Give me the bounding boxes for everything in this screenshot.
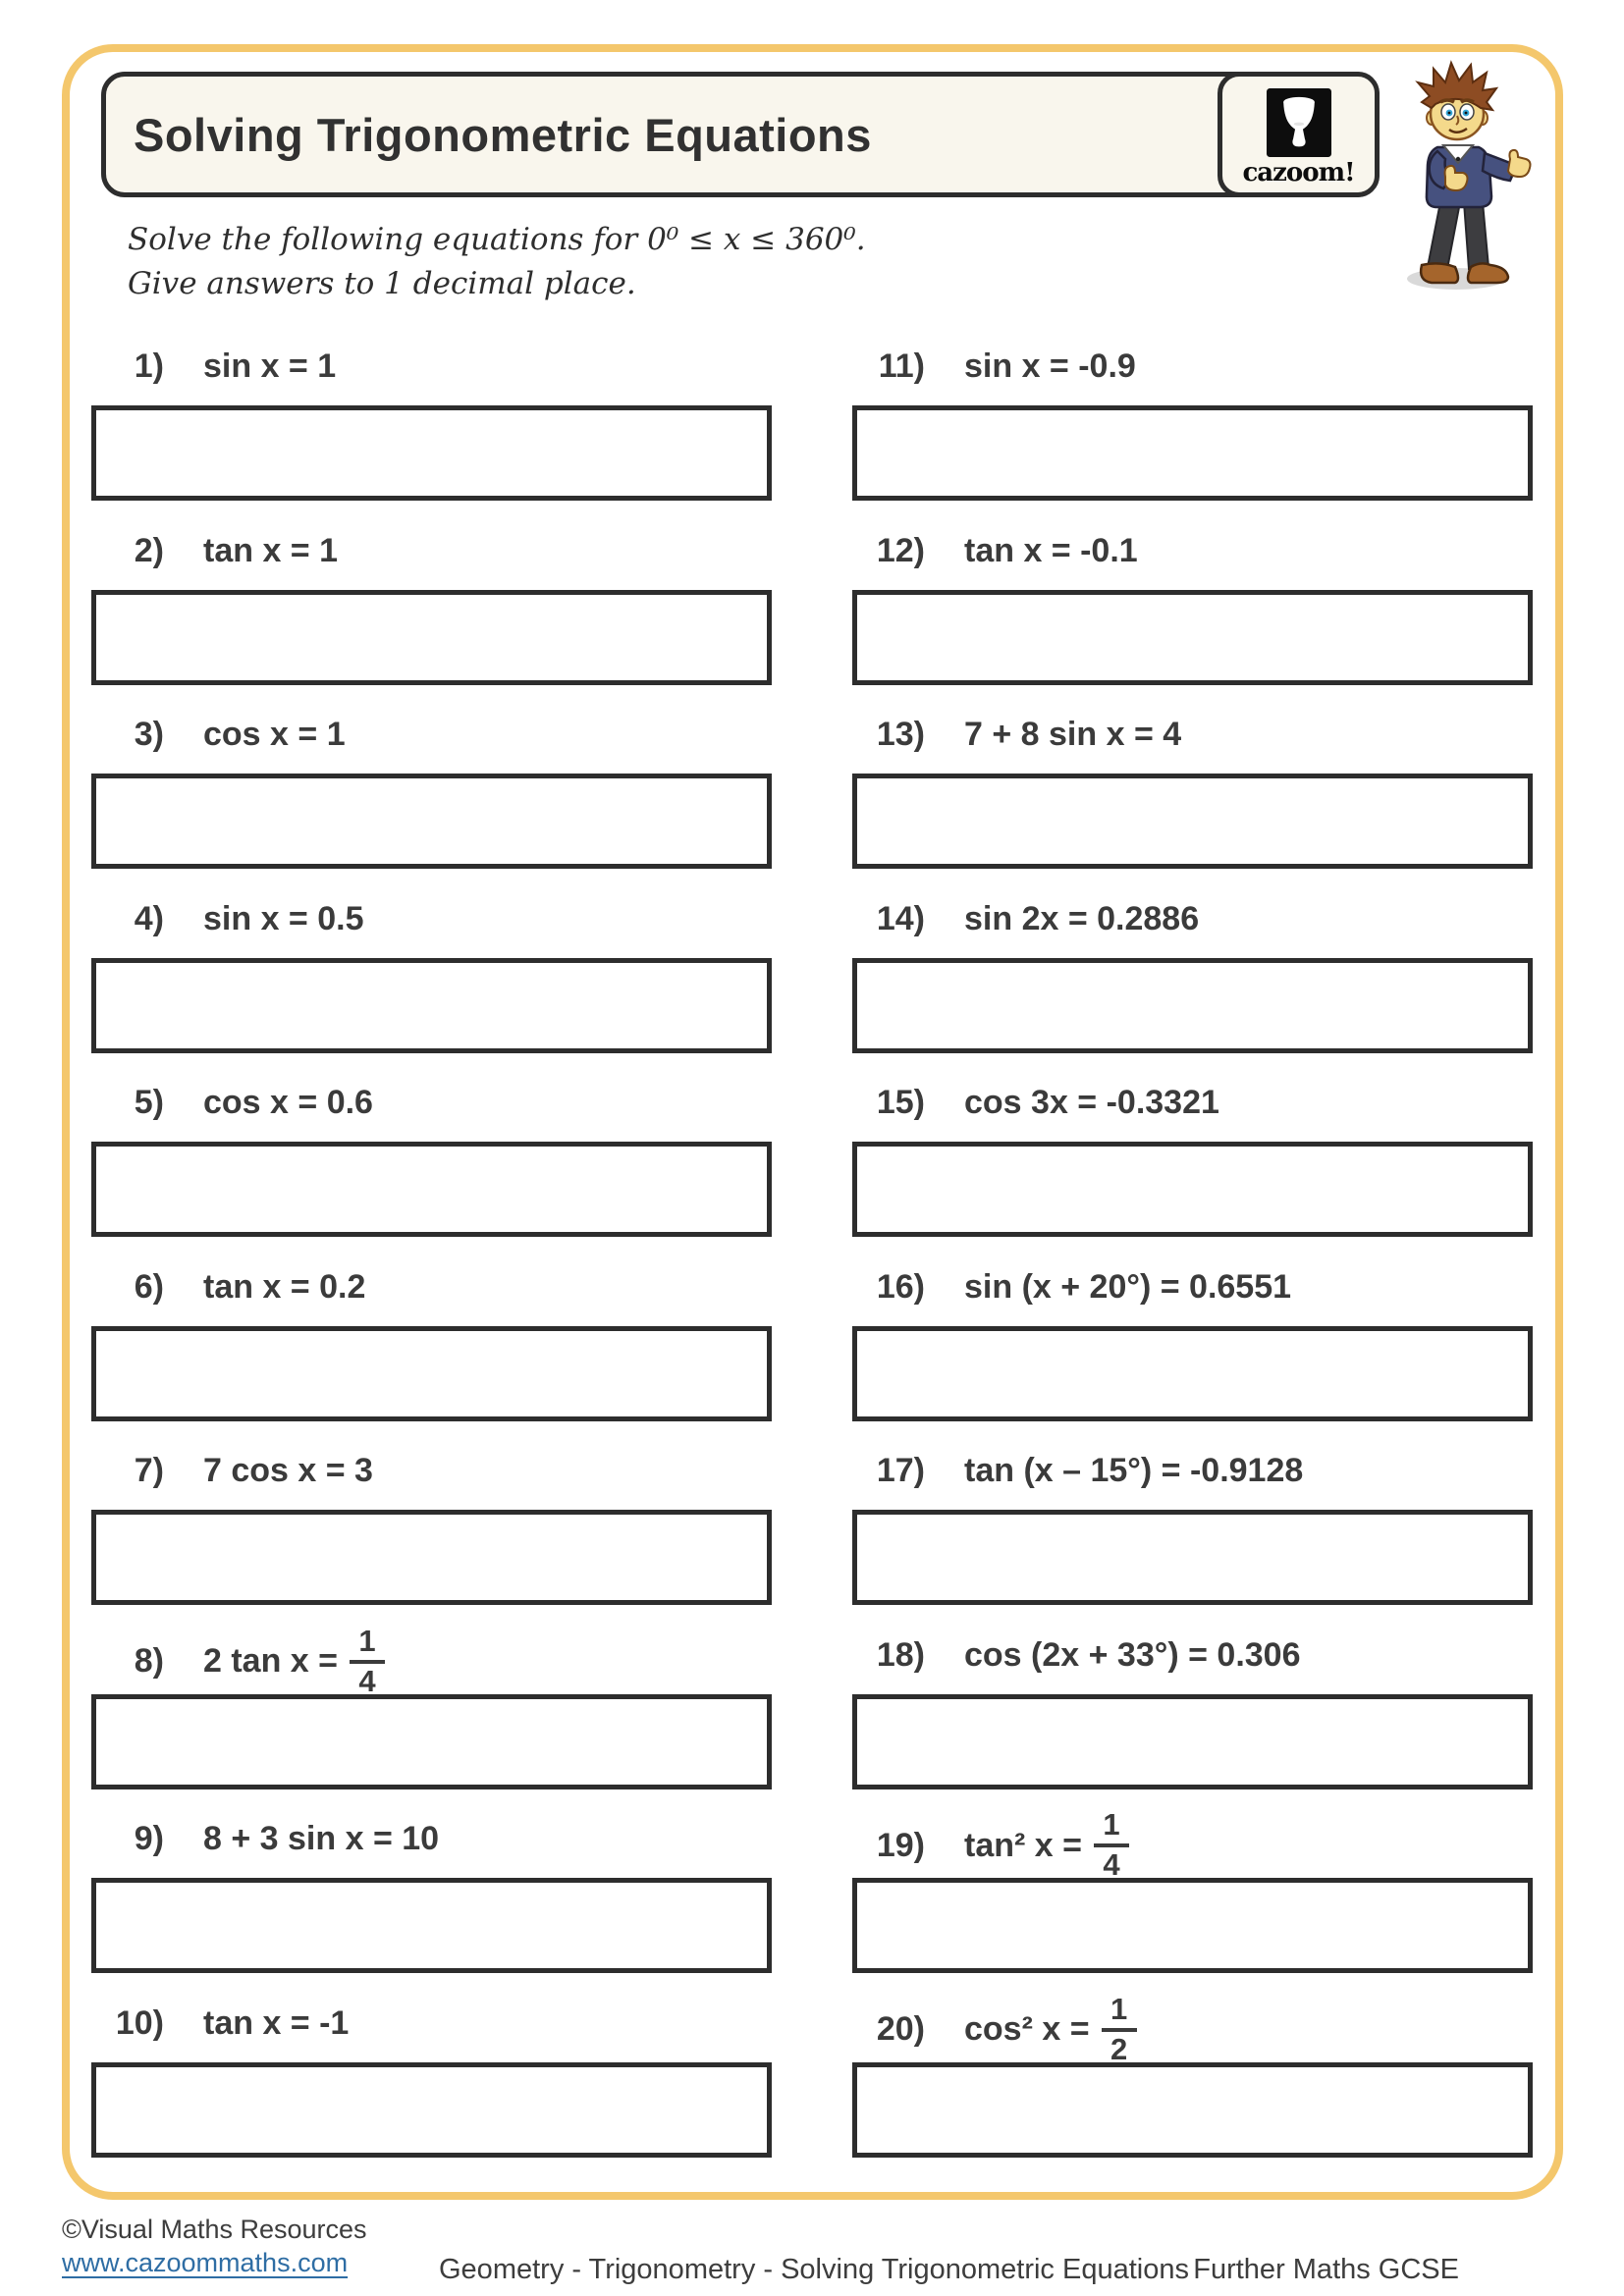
answer-box bbox=[91, 774, 772, 869]
answer-box bbox=[852, 1142, 1533, 1237]
question-equation bbox=[203, 716, 346, 754]
question-equation bbox=[964, 1636, 1301, 1675]
question-equation bbox=[203, 1623, 385, 1698]
footer-course-level: Further Maths GCSE bbox=[1193, 2254, 1459, 2285]
question-label bbox=[852, 870, 1533, 958]
question-number: 12) bbox=[876, 531, 925, 569]
question-number: 14) bbox=[876, 899, 925, 937]
question-block bbox=[852, 870, 1533, 1054]
question-equation bbox=[964, 1268, 1291, 1307]
question-block bbox=[91, 502, 772, 686]
fraction bbox=[1102, 1991, 1137, 2066]
question-number: 4) bbox=[134, 899, 164, 937]
question-equation-text: sin (x + 20°) = 0.6551 bbox=[964, 1267, 1292, 1306]
question-equation bbox=[203, 1084, 373, 1122]
question-label bbox=[91, 1789, 772, 1878]
question-equation-text: cos x = 0.6 bbox=[203, 1084, 373, 1121]
answer-box bbox=[852, 1510, 1533, 1605]
question-number: 10) bbox=[115, 2003, 164, 2042]
question-label bbox=[852, 1606, 1533, 1694]
question-label bbox=[852, 1053, 1533, 1142]
fraction-numerator: 1 bbox=[1110, 1991, 1128, 2026]
question-equation bbox=[964, 1809, 1129, 1881]
question-number: 7) bbox=[134, 1452, 164, 1489]
question-number: 18) bbox=[876, 1635, 925, 1674]
question-number: 17) bbox=[876, 1452, 925, 1489]
fraction-bar bbox=[350, 1660, 385, 1664]
question-equation-text: cos x = 1 bbox=[203, 716, 346, 753]
question-equation-text: tan (x – 15°) = -0.9128 bbox=[964, 1452, 1304, 1489]
question-equation bbox=[964, 532, 1138, 570]
question-block bbox=[91, 1053, 772, 1238]
question-equation-text: 2 tan x = bbox=[203, 1642, 339, 1680]
question-label bbox=[91, 1421, 772, 1510]
title-banner bbox=[101, 72, 1380, 197]
instructions-line-2: Give answers to 1 decimal place. bbox=[128, 265, 636, 301]
question-block bbox=[91, 317, 772, 502]
question-label bbox=[91, 870, 772, 958]
question-block bbox=[852, 1421, 1533, 1606]
question-label bbox=[91, 317, 772, 405]
footer-copyright: ©Visual Maths Resources bbox=[62, 2215, 367, 2244]
fraction-numerator: 1 bbox=[1103, 1807, 1120, 1842]
instructions bbox=[128, 218, 866, 306]
question-label bbox=[852, 1421, 1533, 1510]
question-label bbox=[91, 502, 772, 590]
question-equation bbox=[964, 347, 1136, 386]
question-label bbox=[91, 1974, 772, 2062]
question-label bbox=[852, 1789, 1533, 1882]
question-number: 19) bbox=[876, 1826, 925, 1864]
question-equation bbox=[203, 1452, 373, 1490]
question-equation-text: tan x = 0.2 bbox=[203, 1267, 366, 1306]
question-number: 20) bbox=[876, 2010, 925, 2048]
cazoom-logo-box bbox=[1218, 72, 1380, 197]
question-equation-text: tan² x = bbox=[964, 1826, 1082, 1864]
answer-box bbox=[91, 1694, 772, 1789]
question-number: 11) bbox=[878, 347, 925, 385]
question-equation-text: sin 2x = 0.2886 bbox=[964, 899, 1200, 937]
question-equation-text: 7 + 8 sin x = 4 bbox=[964, 716, 1182, 753]
question-block bbox=[91, 870, 772, 1054]
question-block bbox=[852, 502, 1533, 686]
question-label bbox=[852, 1974, 1533, 2066]
answer-box bbox=[852, 405, 1533, 501]
answer-box bbox=[91, 1142, 772, 1237]
question-block bbox=[91, 1974, 772, 2159]
question-equation-text: 8 + 3 sin x = 10 bbox=[203, 1820, 440, 1857]
question-label bbox=[91, 1238, 772, 1326]
fraction-numerator: 1 bbox=[358, 1623, 376, 1658]
question-number: 2) bbox=[134, 531, 164, 569]
question-equation-text: sin x = -0.9 bbox=[964, 347, 1136, 385]
question-equation bbox=[964, 1991, 1137, 2066]
question-equation bbox=[203, 2004, 349, 2043]
question-block bbox=[91, 1606, 772, 1790]
fraction bbox=[1094, 1809, 1129, 1881]
question-equation-text: tan x = 1 bbox=[203, 531, 339, 569]
question-number: 1) bbox=[134, 347, 164, 385]
question-label bbox=[852, 502, 1533, 590]
question-equation-text: sin x = 0.5 bbox=[203, 899, 364, 937]
page-title: Solving Trigonometric Equations bbox=[134, 108, 872, 161]
questions-column-right bbox=[852, 317, 1533, 2158]
question-number: 3) bbox=[134, 716, 164, 753]
question-equation bbox=[964, 1452, 1303, 1490]
instructions-line-1: Solve the following equations for 0⁰ ≤ x ≤ 360⁰. bbox=[128, 222, 866, 257]
question-block bbox=[852, 1053, 1533, 1238]
question-equation-text: tan x = -0.1 bbox=[964, 531, 1138, 569]
answer-box bbox=[91, 1510, 772, 1605]
question-block bbox=[852, 1238, 1533, 1422]
question-label bbox=[91, 685, 772, 774]
fraction-denominator: 4 bbox=[1103, 1847, 1120, 1882]
question-number: 8) bbox=[134, 1642, 164, 1680]
question-equation bbox=[964, 716, 1181, 754]
question-number: 13) bbox=[876, 716, 925, 753]
question-block bbox=[91, 1789, 772, 1974]
question-number: 5) bbox=[134, 1084, 164, 1121]
question-label bbox=[852, 685, 1533, 774]
question-block bbox=[852, 1789, 1533, 1974]
cazoom-goblet-icon bbox=[1267, 88, 1331, 157]
answer-box bbox=[91, 1878, 772, 1973]
question-number: 9) bbox=[134, 1820, 164, 1857]
question-number: 6) bbox=[134, 1267, 164, 1306]
question-label bbox=[91, 1053, 772, 1142]
question-equation bbox=[203, 1268, 365, 1307]
question-equation bbox=[964, 1084, 1219, 1122]
question-block bbox=[91, 1238, 772, 1422]
answer-box bbox=[852, 1878, 1533, 1973]
answer-box bbox=[852, 1326, 1533, 1421]
question-equation bbox=[964, 900, 1199, 938]
question-block bbox=[852, 1974, 1533, 2159]
question-equation bbox=[203, 532, 338, 570]
fraction-denominator: 4 bbox=[358, 1663, 376, 1698]
footer-website-link[interactable]: www.cazoommaths.com bbox=[62, 2248, 349, 2277]
question-equation-text: tan x = -1 bbox=[203, 2003, 350, 2042]
question-block bbox=[91, 1421, 772, 1606]
answer-box bbox=[852, 2062, 1533, 2158]
questions-column-left bbox=[91, 317, 772, 2158]
fraction bbox=[350, 1623, 385, 1698]
question-equation-text: 7 cos x = 3 bbox=[203, 1452, 373, 1489]
question-block bbox=[852, 317, 1533, 502]
question-number: 16) bbox=[876, 1267, 925, 1306]
question-equation bbox=[203, 1820, 439, 1858]
question-block bbox=[852, 685, 1533, 870]
question-block bbox=[91, 685, 772, 870]
answer-box bbox=[852, 958, 1533, 1053]
fraction-bar bbox=[1102, 2028, 1137, 2032]
question-equation-text: sin x = 1 bbox=[203, 347, 337, 385]
question-equation bbox=[203, 900, 364, 938]
answer-box bbox=[91, 405, 772, 501]
question-label bbox=[91, 1606, 772, 1698]
answer-box bbox=[91, 2062, 772, 2158]
answer-box bbox=[91, 590, 772, 685]
question-number: 15) bbox=[876, 1084, 925, 1121]
question-label bbox=[852, 317, 1533, 405]
question-label bbox=[852, 1238, 1533, 1326]
footer-breadcrumb: Geometry - Trigonometry - Solving Trigonometric Equations bbox=[439, 2254, 1189, 2285]
answer-box bbox=[91, 1326, 772, 1421]
cazoom-logo-text: cazoom! bbox=[1242, 158, 1355, 187]
question-equation bbox=[203, 347, 336, 386]
mascot-character bbox=[1394, 57, 1537, 293]
question-equation-text: cos² x = bbox=[964, 2010, 1090, 2048]
answer-box bbox=[91, 958, 772, 1053]
question-block bbox=[852, 1606, 1533, 1790]
answer-box bbox=[852, 774, 1533, 869]
answer-box bbox=[852, 590, 1533, 685]
answer-box bbox=[852, 1694, 1533, 1789]
question-equation-text: cos (2x + 33°) = 0.306 bbox=[964, 1635, 1301, 1674]
question-equation-text: cos 3x = -0.3321 bbox=[964, 1084, 1219, 1121]
fraction-denominator: 2 bbox=[1110, 2031, 1128, 2066]
